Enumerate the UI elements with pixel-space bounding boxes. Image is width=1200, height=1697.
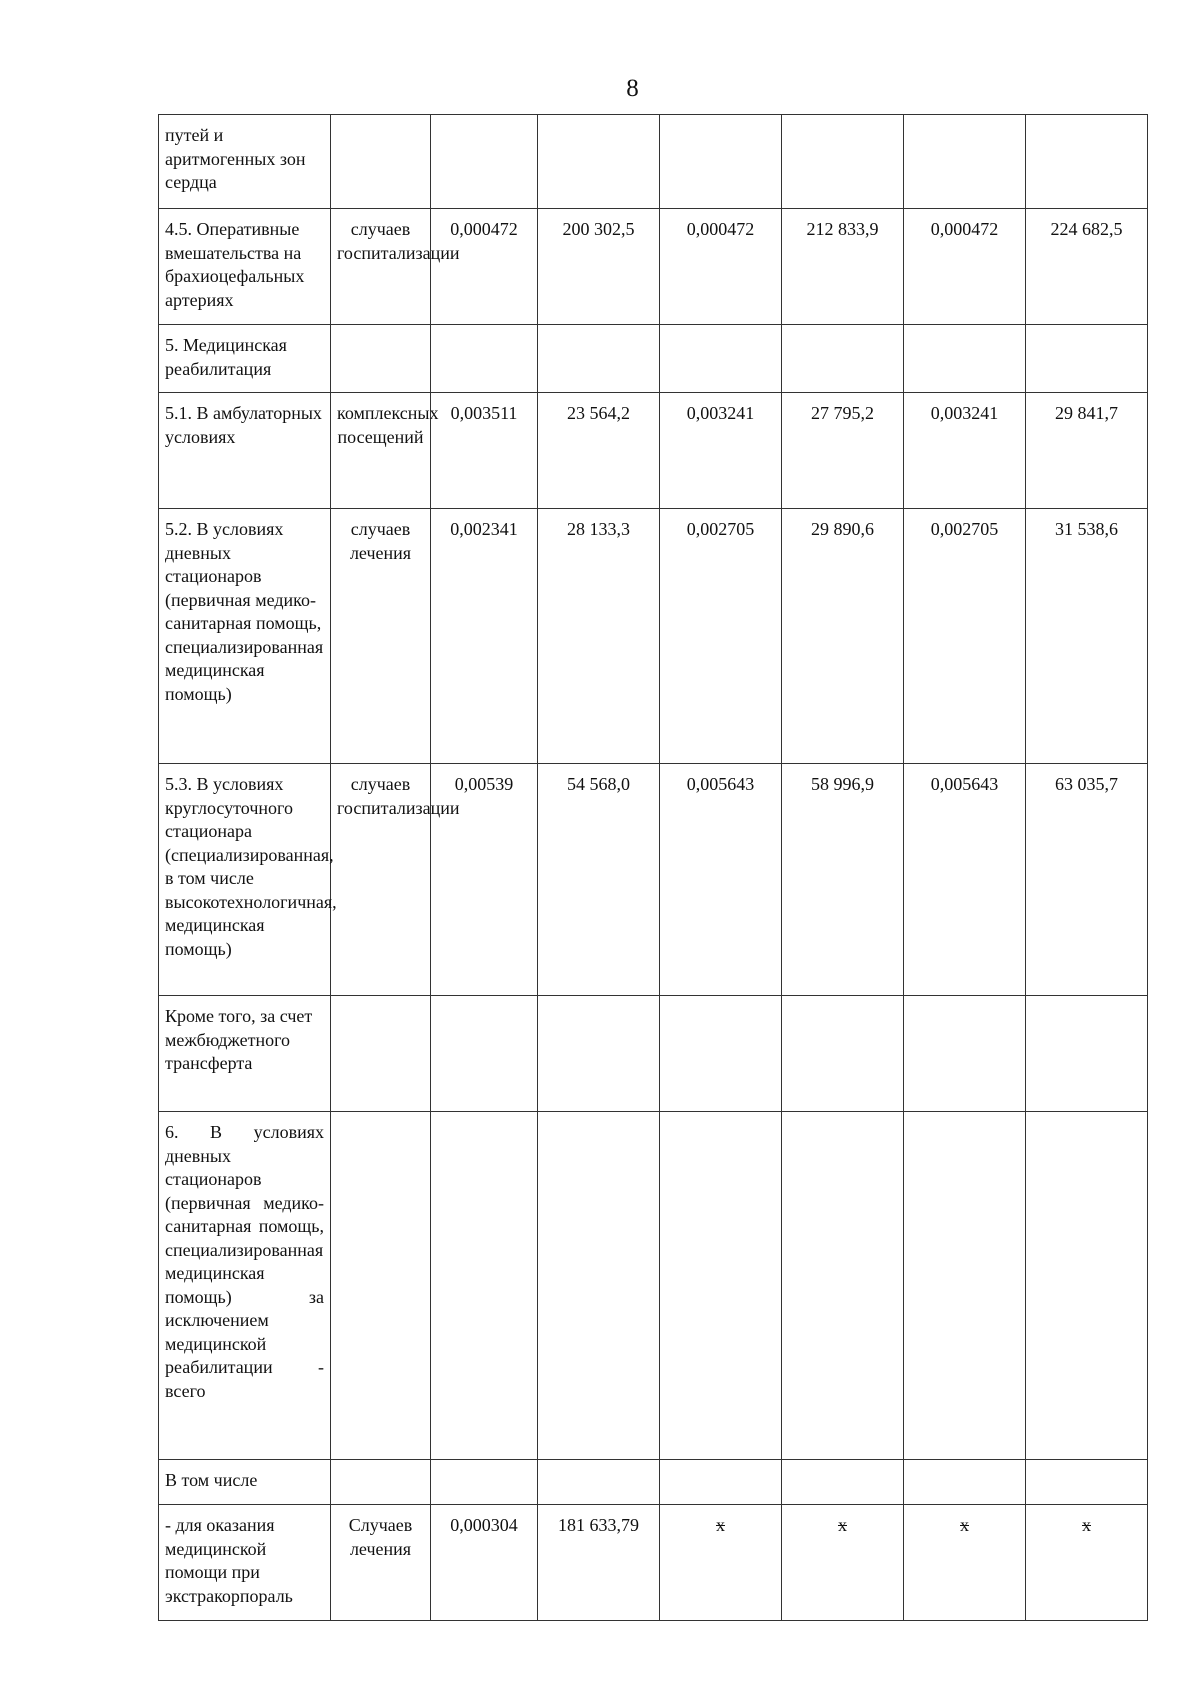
table-row <box>159 1505 1148 1621</box>
value-cell <box>660 115 782 209</box>
row-name: 5. Медицинская реабилитация <box>159 325 331 393</box>
value-cell <box>904 1460 1026 1505</box>
value-cell <box>538 325 660 393</box>
value-cell: 0,000472 <box>904 209 1026 325</box>
value-cell: 212 833,9 <box>782 209 904 325</box>
value-cell: 29 841,7 <box>1026 393 1148 509</box>
value-cell: 58 996,9 <box>782 764 904 996</box>
table-row <box>159 325 1148 393</box>
value-cell <box>538 1112 660 1460</box>
value-cell <box>904 996 1026 1112</box>
value-cell: 0,002705 <box>660 509 782 764</box>
value-cell <box>431 115 538 209</box>
value-cell: 31 538,6 <box>1026 509 1148 764</box>
table-row <box>159 509 1148 764</box>
row-name: 6. В условиях дневных стационаров (первичная медико-санитарная помощь, специализированная медицинская помощь) за исключением медицинской реабилитации - всего <box>159 1112 331 1460</box>
value-cell <box>538 1460 660 1505</box>
value-cell <box>782 1112 904 1460</box>
value-cell <box>1026 325 1148 393</box>
value-cell: 0,003511 <box>431 393 538 509</box>
row-unit <box>331 996 431 1112</box>
value-cell <box>782 1460 904 1505</box>
value-cell <box>1026 1460 1148 1505</box>
value-cell: 63 035,7 <box>1026 764 1148 996</box>
value-cell: 200 302,5 <box>538 209 660 325</box>
row-unit: случаев лечения <box>331 509 431 764</box>
row-unit <box>331 325 431 393</box>
value-cell: x <box>904 1505 1026 1621</box>
row-unit <box>331 1112 431 1460</box>
table-row <box>159 996 1148 1112</box>
value-cell <box>431 1112 538 1460</box>
value-cell: 0,002341 <box>431 509 538 764</box>
row-unit: случаев госпитализации <box>331 764 431 996</box>
value-cell <box>782 115 904 209</box>
row-unit <box>331 115 431 209</box>
value-cell <box>660 325 782 393</box>
value-cell: 23 564,2 <box>538 393 660 509</box>
row-unit: комплексных посещений <box>331 393 431 509</box>
value-cell: 29 890,6 <box>782 509 904 764</box>
value-cell <box>660 1112 782 1460</box>
value-cell <box>782 325 904 393</box>
value-cell <box>1026 1112 1148 1460</box>
row-name: 4.5. Оперативные вмешательства на брахиоцефальных артериях <box>159 209 331 325</box>
value-cell: 28 133,3 <box>538 509 660 764</box>
value-cell: 0,003241 <box>660 393 782 509</box>
value-cell: 224 682,5 <box>1026 209 1148 325</box>
value-cell: x <box>782 1505 904 1621</box>
row-unit: случаев госпитализации <box>331 209 431 325</box>
row-name: Кроме того, за счет межбюджетного трансферта <box>159 996 331 1112</box>
value-cell <box>782 996 904 1112</box>
value-cell <box>431 325 538 393</box>
value-cell <box>660 1460 782 1505</box>
value-cell <box>1026 996 1148 1112</box>
value-cell <box>538 996 660 1112</box>
value-cell: 54 568,0 <box>538 764 660 996</box>
value-cell: 0,000472 <box>431 209 538 325</box>
table-row <box>159 1460 1148 1505</box>
value-cell <box>904 1112 1026 1460</box>
value-cell: 0,00539 <box>431 764 538 996</box>
value-cell: 0,002705 <box>904 509 1026 764</box>
table-row <box>159 393 1148 509</box>
row-name: путей и аритмогенных зон сердца <box>159 115 331 209</box>
table-row <box>159 1112 1148 1460</box>
row-name: 5.3. В условиях круглосуточного стационара (специализированная, в том числе высокотехнологичная, медицинская помощь) <box>159 764 331 996</box>
value-cell: 0,005643 <box>904 764 1026 996</box>
value-cell: 27 795,2 <box>782 393 904 509</box>
value-cell <box>904 115 1026 209</box>
value-cell: 0,003241 <box>904 393 1026 509</box>
page-number: 8 <box>626 75 639 102</box>
value-cell: x <box>1026 1505 1148 1621</box>
row-name: - для оказания медицинской помощи при экстракорпораль <box>159 1505 331 1621</box>
tariff-table <box>158 114 1148 1621</box>
row-name: В том числе <box>159 1460 331 1505</box>
table-row <box>159 209 1148 325</box>
value-cell: 0,000472 <box>660 209 782 325</box>
value-cell <box>660 996 782 1112</box>
value-cell <box>904 325 1026 393</box>
value-cell <box>1026 115 1148 209</box>
row-unit <box>331 1460 431 1505</box>
value-cell <box>431 1460 538 1505</box>
row-name: 5.1. В амбулаторных условиях <box>159 393 331 509</box>
table-row <box>159 115 1148 209</box>
value-cell <box>538 115 660 209</box>
value-cell <box>431 996 538 1112</box>
value-cell: 0,005643 <box>660 764 782 996</box>
value-cell: 181 633,79 <box>538 1505 660 1621</box>
value-cell: x <box>660 1505 782 1621</box>
row-unit: Случаев лечения <box>331 1505 431 1621</box>
value-cell: 0,000304 <box>431 1505 538 1621</box>
table-row <box>159 764 1148 996</box>
row-name: 5.2. В условиях дневных стационаров (первичная медико-санитарная помощь, специализированная медицинская помощь) <box>159 509 331 764</box>
